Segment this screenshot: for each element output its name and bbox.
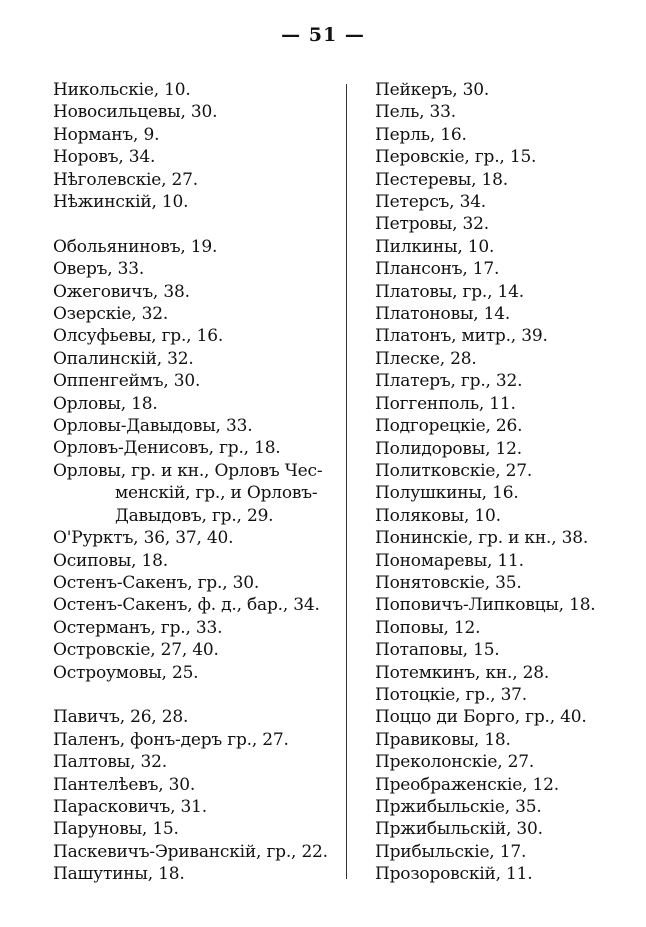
index-entry: Остерманъ, гр., 33. [53, 617, 223, 638]
index-entry: Преображенскіе, 12. [375, 774, 559, 795]
index-entry: Правиковы, 18. [375, 729, 511, 750]
index-entry: Палтовы, 32. [53, 752, 167, 773]
index-entry: Плансонъ, 17. [375, 259, 500, 280]
index-entry: Пашутины, 18. [53, 864, 185, 885]
index-entry: Пржибыльскіе, 35. [375, 797, 542, 817]
index-entry: Норманъ, 9. [53, 124, 160, 145]
index-entry: Подгорецкіе, 26. [375, 416, 523, 437]
right-column [375, 79, 615, 886]
index-entry: Павичъ, 26, 28. [53, 707, 189, 728]
index-entry: Полидоровы, 12. [375, 438, 522, 459]
index-entry: Потемкинъ, кн., 28. [375, 662, 550, 683]
index-entry: Поццо ди Борго, гр., 40. [375, 707, 587, 728]
index-entry: Пестеревы, 18. [375, 169, 508, 190]
entry-line: менскій, гр., и Орловъ- [115, 483, 318, 504]
index-entry: Понинскіе, гр. и кн., 38. [375, 528, 589, 549]
index-entry: Озерскіе, 32. [53, 304, 169, 325]
index-entry: Пржибыльскій, 30. [375, 819, 543, 840]
index-entry: Пилкины, 10. [375, 236, 495, 257]
index-entry: Перль, 16. [375, 124, 467, 145]
entry-line: Давыдовъ, гр., 29. [115, 505, 274, 526]
column-divider [346, 84, 347, 879]
index-entry: Платеръ, гр., 32. [375, 371, 523, 392]
page-number: — 51 — [281, 24, 365, 46]
index-entry: Понятовскіе, 35. [375, 572, 522, 593]
index-entry: Норовъ, 34. [53, 147, 156, 168]
index-entry: Платоновы, 14. [375, 304, 511, 325]
index-entry: Опалинскій, 32. [53, 348, 194, 369]
index-entry: Паленъ, фонъ-деръ гр., 27. [53, 729, 289, 750]
index-entry: Нѣголевскіе, 27. [53, 169, 198, 190]
index-entry: Орловы, 18. [53, 393, 158, 414]
index-entry: Преколонскіе, 27. [375, 752, 535, 773]
index-entry: Оверъ, 33. [53, 259, 145, 280]
index-entry: Потаповы, 15. [375, 640, 500, 661]
group-o [53, 236, 343, 684]
index-entry: Олсуфьевы, гр., 16. [53, 326, 224, 347]
index-entry: Парасковичъ, 31. [53, 796, 207, 817]
entry-line: Орловы, гр. и кн., Орловъ Чес- [53, 460, 323, 481]
index-entry: Поггенполь, 11. [375, 393, 516, 414]
index-entry: Поповы, 12. [375, 617, 481, 638]
index-entry: Политковскіе, 27. [375, 460, 533, 481]
group-p [53, 706, 343, 885]
index-entry: Остроумовы, 25. [53, 662, 199, 683]
group-gap [53, 684, 343, 706]
group-gap [53, 213, 343, 235]
index-entry-multiline [53, 460, 343, 527]
index-entry: Платонъ, митр., 39. [375, 326, 548, 347]
index-entry: Оппенгеймъ, 30. [53, 371, 201, 392]
index-entry: Остенъ-Сакенъ, гр., 30. [53, 572, 260, 593]
index-entry: Паруновы, 15. [53, 819, 179, 840]
index-entry: Пейкеръ, 30. [375, 80, 490, 100]
index-entry: Пантелѣевъ, 30. [53, 774, 196, 795]
index-entry: Платовы, гр., 14. [375, 281, 524, 302]
index-entry: Прибыльскіе, 17. [375, 841, 527, 862]
index-entry: Плеске, 28. [375, 348, 477, 369]
index-entry: Прозоровскій, 11. [375, 864, 533, 885]
index-entry: Петровы, 32. [375, 214, 489, 235]
index-entry: Новосильцевы, 30. [53, 102, 218, 123]
index-entry: Петерсъ, 34. [375, 192, 487, 213]
index-entry: Ожеговичъ, 38. [53, 281, 190, 302]
index-entry: Островскіе, 27, 40. [53, 640, 219, 661]
index-entry: Обольяниновъ, 19. [53, 236, 218, 257]
left-column [53, 79, 343, 886]
index-entry: Поляковы, 10. [375, 505, 501, 526]
index-entry: Осиповы, 18. [53, 550, 168, 571]
index-entry: Пель, 33. [375, 102, 456, 123]
index-entry: Пономаревы, 11. [375, 550, 524, 571]
index-entry: О'Рурктъ, 36, 37, 40. [53, 528, 234, 549]
index-entry: Орловъ-Денисовъ, гр., 18. [53, 438, 281, 459]
index-entry: Орловы-Давыдовы, 33. [53, 416, 253, 437]
index-entry: Паскевичъ-Эриванскій, гр., 22. [53, 841, 328, 862]
index-entry: Никольскіе, 10. [53, 80, 191, 100]
index-entry: Потоцкіе, гр., 37. [375, 684, 527, 705]
group-n [53, 79, 343, 213]
index-entry: Перовскіе, гр., 15. [375, 147, 537, 168]
index-entry: Поповичъ-Липковцы, 18. [375, 595, 596, 616]
index-entry: Остенъ-Сакенъ, ф. д., бар., 34. [53, 595, 320, 616]
index-entry: Нѣжинскій, 10. [53, 192, 189, 213]
index-entry: Полушкины, 16. [375, 483, 519, 504]
